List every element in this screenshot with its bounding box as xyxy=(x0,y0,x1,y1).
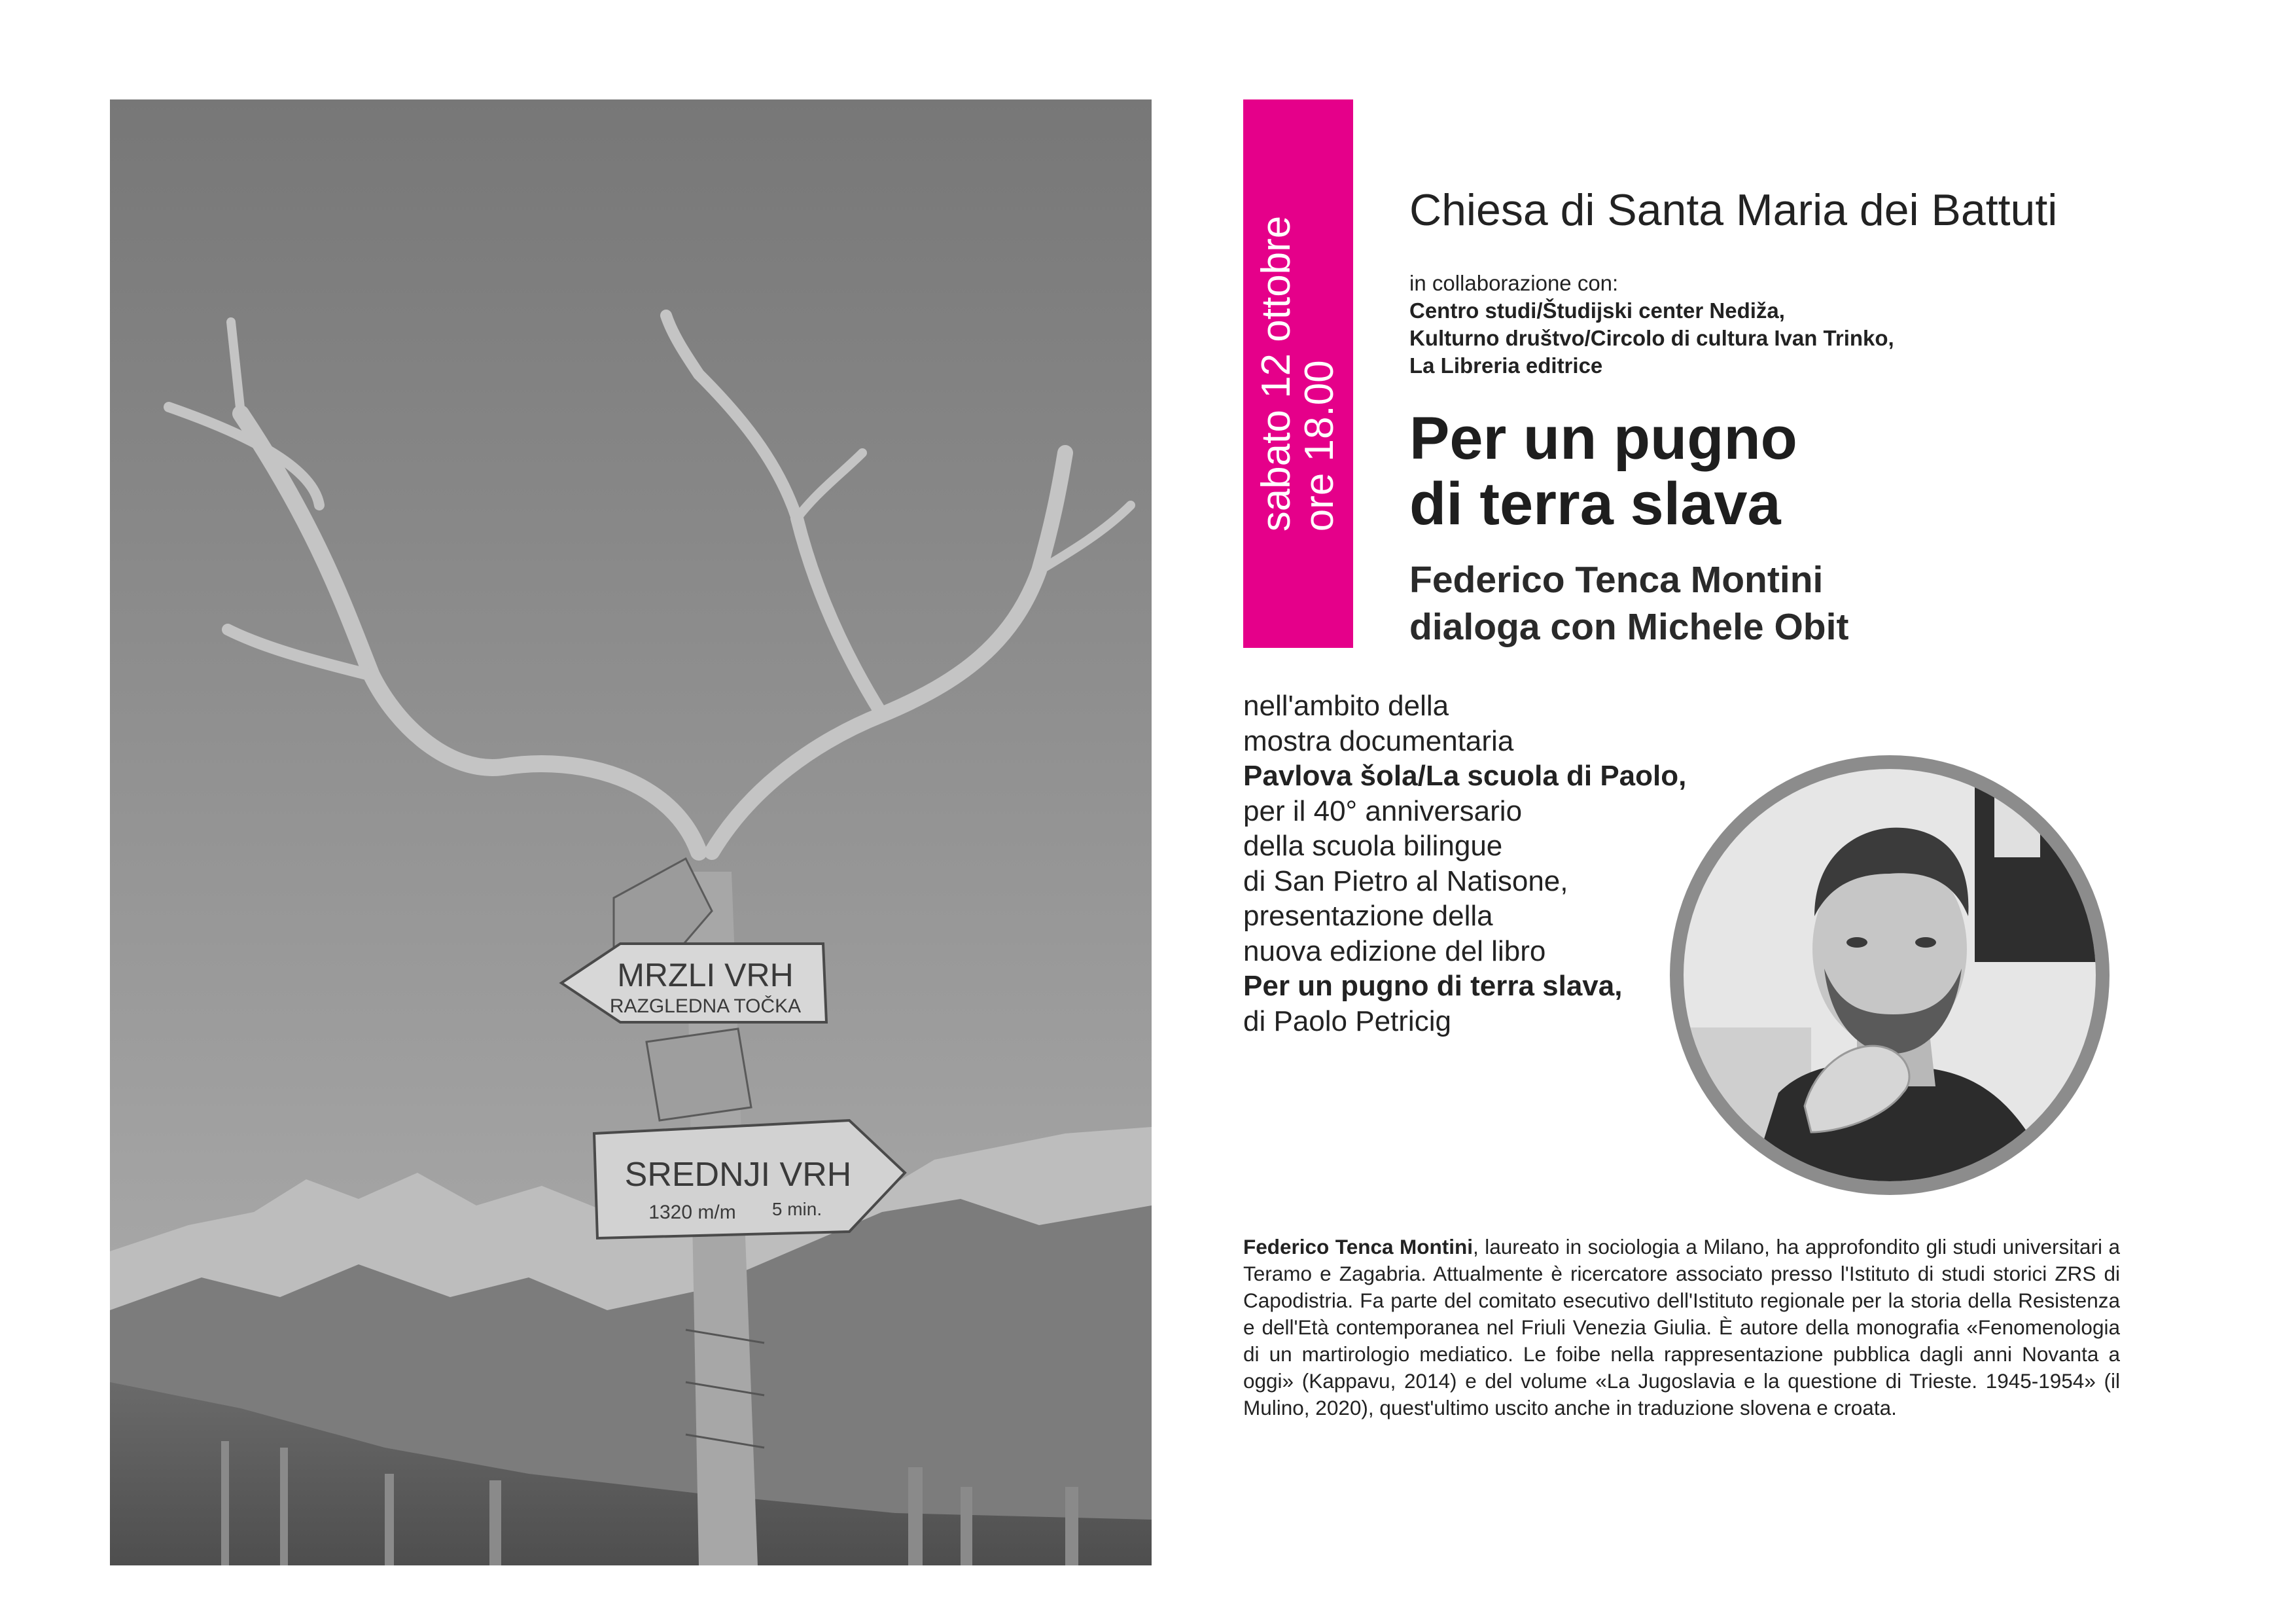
sign-1-line-1: MRZLI VRH xyxy=(617,957,794,993)
collaboration-org: Centro studi/Študijski center Nediža, xyxy=(1409,298,1785,323)
author-bio xyxy=(1243,1234,2120,1421)
event-title-line: Per un pugno xyxy=(1409,405,1797,472)
description-line: di Paolo Petricig xyxy=(1243,1005,1451,1037)
event-date-day: sabato 12 ottobre xyxy=(1254,215,1299,532)
collaboration-intro: in collaborazione con: xyxy=(1409,271,1619,295)
event-subtitle-line: dialoga con Michele Obit xyxy=(1409,606,1849,648)
sign-2-line-2: 1320 m/m xyxy=(648,1202,736,1223)
event-subtitle xyxy=(1409,556,1848,651)
photo-artwork xyxy=(110,99,1152,1565)
date-band xyxy=(1243,99,1353,648)
description-line: di San Pietro al Natisone, xyxy=(1243,865,1568,897)
venue-name: Chiesa di Santa Maria dei Battuti xyxy=(1409,185,2058,235)
event-date xyxy=(1255,216,1341,532)
collaboration-org: Kulturno društvo/Circolo di cultura Ivan Trinko, xyxy=(1409,326,1894,350)
description-line: mostra documentaria xyxy=(1243,724,1514,757)
event-subtitle-line: Federico Tenca Montini xyxy=(1409,559,1824,601)
sign-1-line-2: RAZGLEDNA TOČKA xyxy=(609,995,802,1017)
event-title xyxy=(1409,406,1797,537)
event-date-time: ore 18.00 xyxy=(1297,360,1342,532)
collaboration-block xyxy=(1409,270,1894,380)
sign-2-line-3: 5 min. xyxy=(771,1199,822,1219)
sign-mrzli-vrh xyxy=(561,944,826,1022)
event-title-line: di terra slava xyxy=(1409,471,1781,537)
event-description xyxy=(1243,688,1686,1039)
portrait-artwork xyxy=(1667,753,2112,1198)
description-line: Per un pugno di terra slava, xyxy=(1243,970,1623,1002)
description-line: per il 40° anniversario xyxy=(1243,794,1523,827)
description-line: nell'ambito della xyxy=(1243,690,1449,722)
bio-author-name: Federico Tenca Montini xyxy=(1243,1235,1473,1258)
sign-srednji-vrh xyxy=(594,1120,905,1238)
signpost-photo xyxy=(110,99,1152,1565)
collaboration-org: La Libreria editrice xyxy=(1409,353,1603,378)
description-line: nuova edizione del libro xyxy=(1243,935,1546,967)
description-line: presentazione della xyxy=(1243,900,1493,932)
author-portrait xyxy=(1667,753,2112,1198)
bio-text: , laureato in sociologia a Milano, ha approfondito gli studi universitari a Teramo e Zagabria. Attualmente è ricercatore associato presso l'Istituto di studi storici ZRS di Capodistria. Fa parte del comitato esecutivo dell'Istituto regionale per la storia della Resistenza e dell'Età contemporanea nel Friuli Venezia Giulia. È autore della monografia «Fenomenologia di un martirologio mediatico. Le foibe nella rappresentazione pubblica dagli anni Novanta a oggi» (Kappavu, 2014) e del volume «La Jugoslavia e la questione di Trieste. 1945-1954» (il Mulino, 2020), quest'ultimo uscito anche in traduzione slovena e croata. xyxy=(1243,1235,2121,1419)
sign-2-line-1: SREDNJI VRH xyxy=(624,1156,852,1194)
description-line: Pavlova šola/La scuola di Paolo, xyxy=(1243,760,1687,792)
description-line: della scuola bilingue xyxy=(1243,830,1503,862)
